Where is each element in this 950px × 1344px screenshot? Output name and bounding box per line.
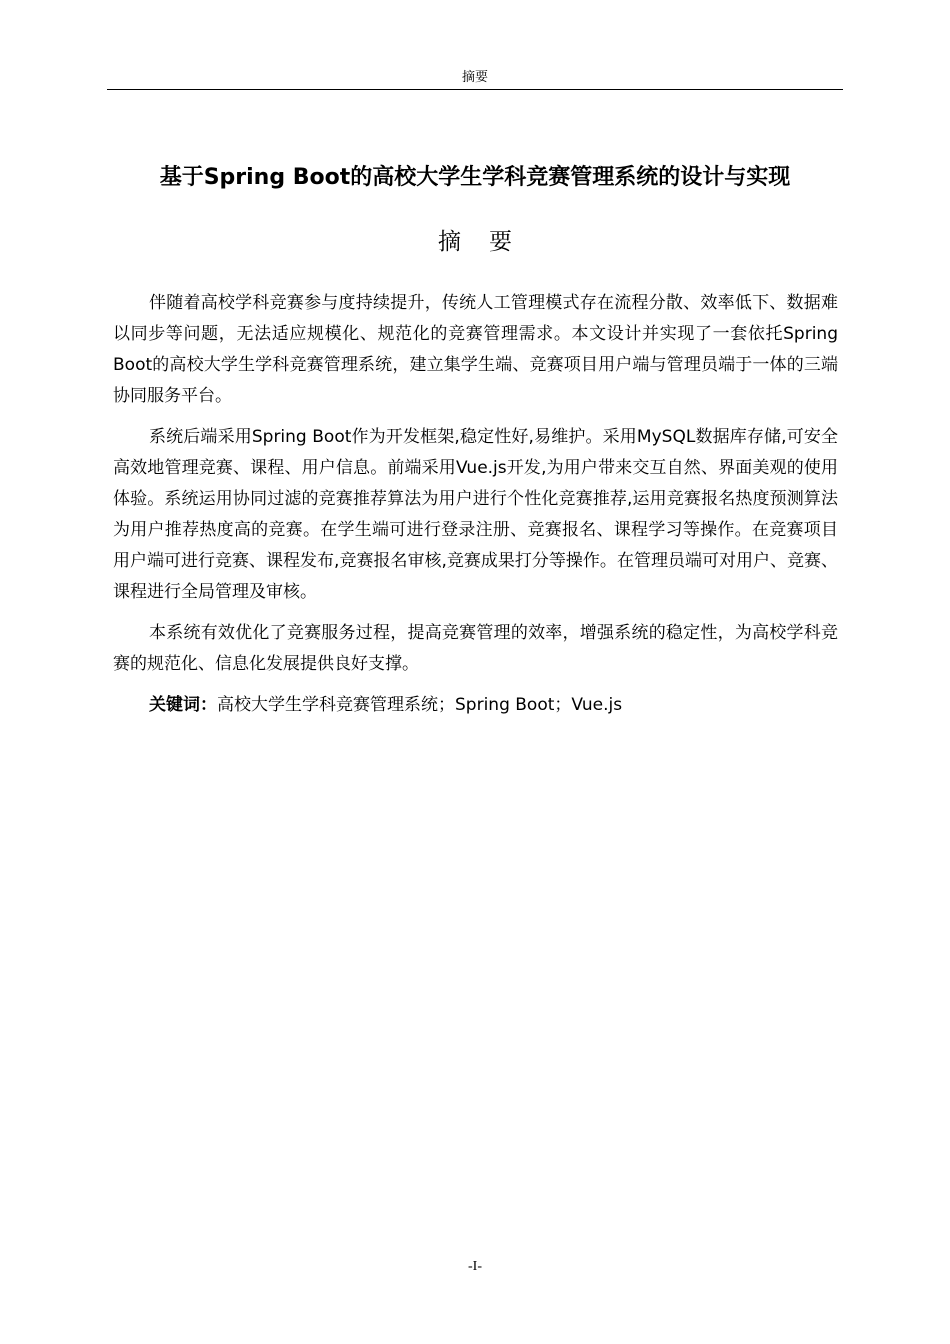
abstract-paragraph: 系统后端采用Spring Boot作为开发框架,稳定性好,易维护。采用MySQL数据库存储,可安全高效地管理竞赛、课程、用户信息。前端采用Vue.js开发,为用户带来交互自然、界面美观的使用体验。系统运用协同过滤的竞赛推荐算法为用户进行个性化竞赛推荐,运用竞赛报名热度预测算法为用户推荐热度高的竞赛。在学生端可进行登录注册、竞赛报名、课程学习等操作。在竞赛项目用户端可进行竞赛、课程发布,竞赛报名审核,竞赛成果打分等操作。在管理员端可对用户、竞赛、课程进行全局管理及审核。	[113, 427, 838, 602]
keywords-label: 关键词：	[149, 695, 217, 715]
page-number: -I-	[468, 1259, 482, 1274]
section-heading: 摘要	[438, 229, 540, 255]
keywords-value: 高校大学生学科竞赛管理系统；Spring Boot；Vue.js	[217, 695, 623, 715]
header-divider	[107, 89, 843, 90]
keywords-line	[113, 690, 838, 721]
thesis-title: 基于Spring Boot的高校大学生学科竞赛管理系统的设计与实现	[159, 165, 791, 190]
abstract-paragraph: 伴随着高校学科竞赛参与度持续提升，传统人工管理模式存在流程分散、效率低下、数据难以同步等问题，无法适应规模化、规范化的竞赛管理需求。本文设计并实现了一套依托Spring Boot的高校大学生学科竞赛管理系统，建立集学生端、竞赛项目用户端与管理员端于一体的三端协同服务平台。	[113, 293, 838, 406]
abstract-paragraph: 本系统有效优化了竞赛服务过程，提高竞赛管理的效率，增强系统的稳定性，为高校学科竞赛的规范化、信息化发展提供良好支撑。	[113, 623, 838, 674]
running-header: 摘要	[461, 70, 488, 85]
abstract-body	[113, 288, 838, 731]
